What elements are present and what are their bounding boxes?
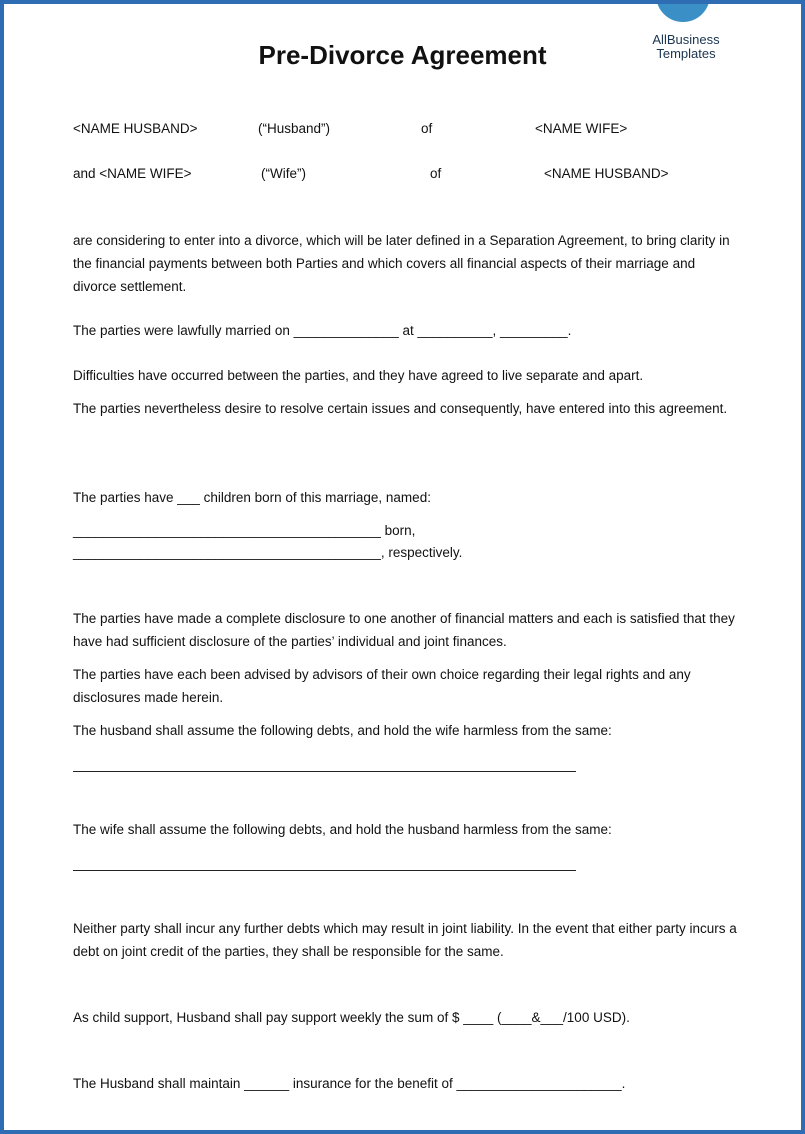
paragraph-advised: The parties have each been advised by advisors of their own choice regarding their legal rights and any disclosures made herein. <box>73 667 691 705</box>
child-name-line-2: _________________________________________, respectively. <box>73 545 463 560</box>
paragraph-wife-debts: The wife shall assume the following debts, and hold the husband harmless from the same: <box>73 822 612 837</box>
paragraph-married: The parties were lawfully married on ______________ at __________, _________. <box>73 323 572 338</box>
husband-name-placeholder: <NAME HUSBAND> <box>73 121 198 136</box>
wife-other-placeholder: <NAME HUSBAND> <box>544 166 669 181</box>
paragraph-nevertheless: The parties nevertheless desire to resolve certain issues and consequently, have entered into this agreement. <box>73 401 728 416</box>
husband-other-placeholder: <NAME WIFE> <box>535 121 628 136</box>
paragraph-considering: are considering to enter into a divorce, which will be later defined in a Separation Agreement, to bring clarity in the financial payments between both Parties and which covers all financial aspects of their marriage and divorce settlement. <box>73 233 730 294</box>
paragraph-disclosure: The parties have made a complete disclosure to one another of financial matters and each is satisfied that they have had sufficient disclosure of the parties’ individual and joint finances. <box>73 611 735 649</box>
paragraph-children: The parties have ___ children born of this marriage, named: <box>73 490 431 505</box>
laptop-icon <box>668 0 702 4</box>
wife-name-placeholder: and <NAME WIFE> <box>73 166 192 181</box>
wife-of: of <box>430 166 442 181</box>
paragraph-difficulties: Difficulties have occurred between the parties, and they have agreed to live separate and apart. <box>73 368 644 383</box>
wife-debts-blank-line <box>73 870 576 871</box>
child-name-line-1: _________________________________________ born, <box>73 523 416 538</box>
husband-role: (“Husband”) <box>258 121 331 136</box>
paragraph-child-support: As child support, Husband shall pay support weekly the sum of $ ____ (____&___/100 USD). <box>73 1010 630 1025</box>
logo-divider <box>636 2 736 3</box>
logo-badge-icon <box>656 0 710 22</box>
wife-role: (“Wife”) <box>261 166 306 181</box>
logo-text-line2: Templates <box>656 46 716 61</box>
husband-debts-blank-line <box>73 771 576 772</box>
paragraph-husband-debts: The husband shall assume the following debts, and hold the wife harmless from the same: <box>73 723 612 738</box>
husband-of: of <box>421 121 433 136</box>
paragraph-insurance: The Husband shall maintain ______ insurance for the benefit of ______________________. <box>73 1076 626 1091</box>
paragraph-no-debts: Neither party shall incur any further debts which may result in joint liability. In the event that either party incurs a debt on joint credit of the parties, they shall be responsible for the same. <box>73 921 737 959</box>
logo-text-line1: AllBusiness <box>652 32 720 47</box>
document-title: Pre-Divorce Agreement <box>258 40 547 70</box>
document-page <box>4 4 801 1130</box>
